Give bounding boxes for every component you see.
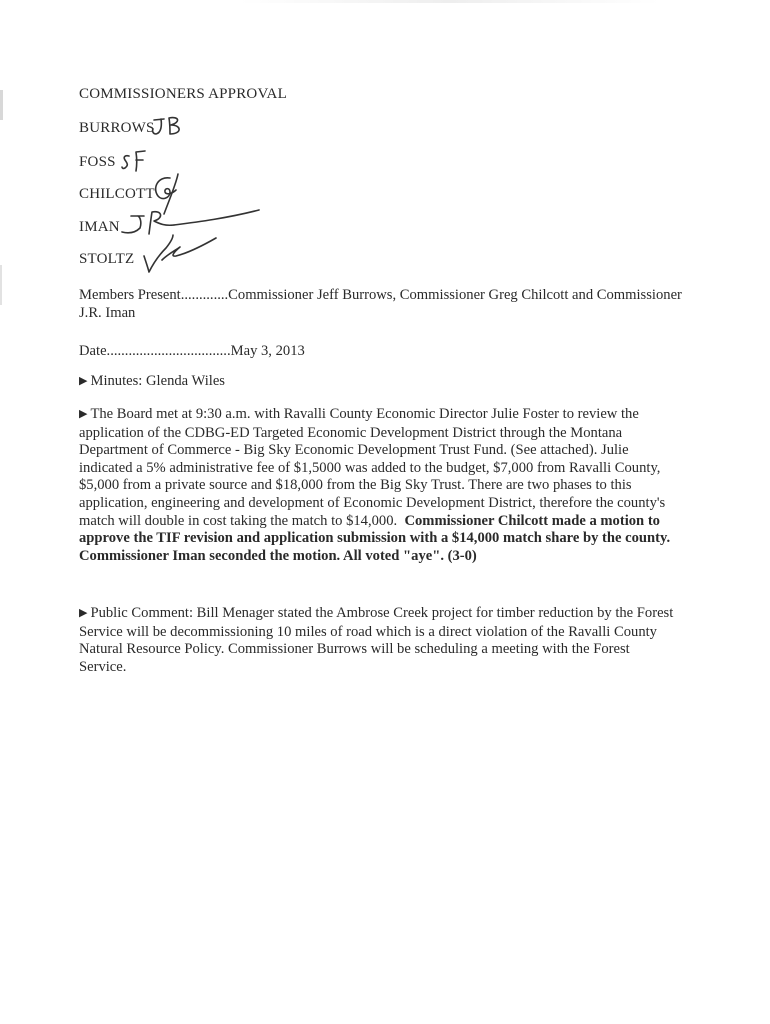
members-present-value: Commissioner Jeff Burrows, Commissioner Greg Chilcott and Commissioner J.R. Iman (79, 287, 682, 321)
approver-foss (79, 154, 116, 171)
scan-artifact (0, 90, 3, 120)
approver-burrows (79, 120, 155, 137)
approver-name: STOLTZ (79, 251, 135, 267)
approver-stoltz (79, 251, 134, 268)
members-present-label: Members Present............. (79, 287, 229, 303)
minutes-text: Minutes: Glenda Wiles (90, 373, 225, 389)
scan-edge-shade (240, 0, 660, 3)
board-item-paragraph (79, 406, 675, 565)
approver-chilcott (79, 186, 155, 203)
triangle-bullet-icon: ▶ (79, 607, 88, 619)
date-label: Date.................................. (79, 343, 231, 359)
approval-heading: COMMISSIONERS APPROVAL (79, 86, 287, 102)
date-value: May 3, 2013 (230, 343, 305, 359)
approver-name: BURROWS (79, 120, 155, 136)
minutes-line (79, 373, 679, 392)
board-item-motion: Commissioner Chilcott made a motion to approve the TIF revision and application submission with a $14,000 match share by the county. Commissioner Iman seconded the motion. All voted "aye". (3-0) (79, 512, 671, 564)
approver-name: IMAN (79, 219, 120, 235)
approver-name: CHILCOTT (79, 186, 155, 202)
approver-iman (79, 219, 120, 236)
public-comment-text: Public Comment: Bill Menager stated the Ambrose Creek project for timber reduction by the Forest Service will be decommissioning 10 miles of road which is a direct violation of the Ravalli County Natural Resource Policy. Commissioner Burrows will be scheduling a meeting with the Forest Service. (79, 605, 674, 675)
initials-stoltz-signature (140, 226, 220, 278)
members-present (79, 287, 699, 322)
scan-artifact (0, 265, 2, 305)
board-item-text: The Board met at 9:30 a.m. with Ravalli County Economic Director Julie Foster to review the application of the CDBG-ED Targeted Economic Development District through the Montana Department of Commerce - Big Sky Economic Development Trust Fund. (See attached). Julie indicated a 5% administrative fee of $1,5000 was added to the budget, $7,000 from Ravalli County, $5,000 from a private source and $18,000 from the Big Sky Trust. There are two phases to this application, engineering and development of Economic Development District, therefore the county's match will double in cost taking the match to $14,000. (79, 406, 666, 529)
triangle-bullet-icon: ▶ (79, 375, 88, 387)
triangle-bullet-icon: ▶ (79, 408, 88, 420)
meeting-date (79, 343, 679, 361)
public-comment-paragraph (79, 605, 675, 676)
initials-burrows-signature (150, 114, 190, 140)
approver-name: FOSS (79, 154, 116, 170)
